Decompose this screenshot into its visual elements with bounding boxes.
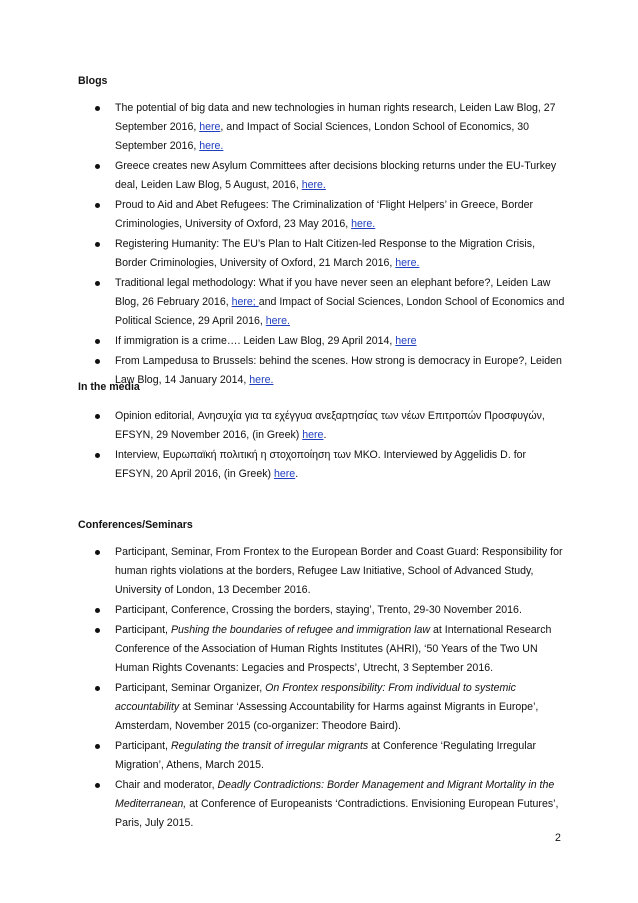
list-item: The potential of big data and new technologies in human rights research, Leiden Law Blog, 27 September 2016, here, and Impact of Social Sciences, London School of Economics, 30 September 2016, here. [95,99,565,156]
list-item: Registering Humanity: The EU’s Plan to Halt Citizen-led Response to the Migration Crisis, Border Criminologies, University of Oxford, 21 March 2016, here. [95,235,565,273]
conferences-list [95,543,565,834]
list-item: Participant, Seminar, From Frontex to the European Border and Coast Guard: Responsibility for human rights violations at the borders, Refugee Law Initiative, School of Advanced Study, University of London, 13 December 2016. [95,543,565,600]
here-link[interactable]: here [302,429,324,441]
list-item: Participant, Regulating the transit of irregular migrants at Conference ‘Regulating Irregular Migration’, Athens, March 2015. [95,737,565,775]
blogs-list [95,99,565,391]
media-list [95,407,565,485]
list-item: Proud to Aid and Abet Refugees: The Criminalization of ‘Flight Helpers’ in Greece, Border Criminologies, University of Oxford, 23 May 2016, here. [95,196,565,234]
here-link[interactable]: here. [199,140,224,152]
media-heading: In the media [78,381,140,393]
list-item: Opinion editorial, Ανησυχία για τα εχέγγυα ανεξαρτησίας των νέων Επιτροπών Προσφυγών, EFSYN, 29 November 2016, (in Greek) here. [95,407,565,445]
here-link[interactable]: here [273,468,296,480]
here-link[interactable]: here. [301,179,326,191]
list-item: Interview, Ευρωπαϊκή πολιτική η στοχοποίηση των ΜΚΟ. Interviewed by Aggelidis D. for EFSYN, 20 April 2016, (in Greek) here. [95,446,565,484]
list-item: Participant, Pushing the boundaries of refugee and immigration law at International Research Conference of the Association of Human Rights Institutes (AHRI), ‘50 Years of the Two UN Human Rights Covenants: Legacies and Prospects’, Utrecht, 3 September 2016. [95,621,565,678]
here-link[interactable]: here. [395,257,420,269]
here-link[interactable]: here. [249,374,274,386]
blogs-heading: Blogs [78,75,108,87]
here-link[interactable]: here [395,335,417,347]
list-item: Traditional legal methodology: What if you have never seen an elephant before?, Leiden Law Blog, 26 February 2016, here; and Impact of Social Sciences, London School of Economics and Political Science, 29 April 2016, here. [95,274,565,331]
here-link[interactable]: here. [351,218,376,230]
page-number: 2 [555,832,561,844]
here-link[interactable]: here [199,121,221,133]
here-link[interactable]: here. [265,315,290,327]
list-item: From Lampedusa to Brussels: behind the scenes. How strong is democracy in Europe?, Leiden Law Blog, 14 January 2014, here. [95,352,565,390]
list-item: If immigration is a crime…. Leiden Law Blog, 29 April 2014, here [95,332,565,351]
conferences-heading: Conferences/Seminars [78,519,193,531]
list-item: Participant, Conference, Crossing the borders, staying’, Trento, 29-30 November 2016. [95,601,565,620]
here-link[interactable]: here; [231,296,259,308]
list-item: Chair and moderator, Deadly Contradictions: Border Management and Migrant Mortality in the Mediterranean, at Conference of Europeanists ‘Contradictions. Envisioning European Futures’, Paris, July 2015. [95,776,565,833]
list-item: Greece creates new Asylum Committees after decisions blocking returns under the EU-Turkey deal, Leiden Law Blog, 5 August, 2016, here. [95,157,565,195]
list-item: Participant, Seminar Organizer, On Frontex responsibility: From individual to systemic accountability at Seminar ‘Assessing Accountability for Harms against Migrants in Europe’, Amsterdam, November 2015 (co-organizer: Theodore Baird). [95,679,565,736]
